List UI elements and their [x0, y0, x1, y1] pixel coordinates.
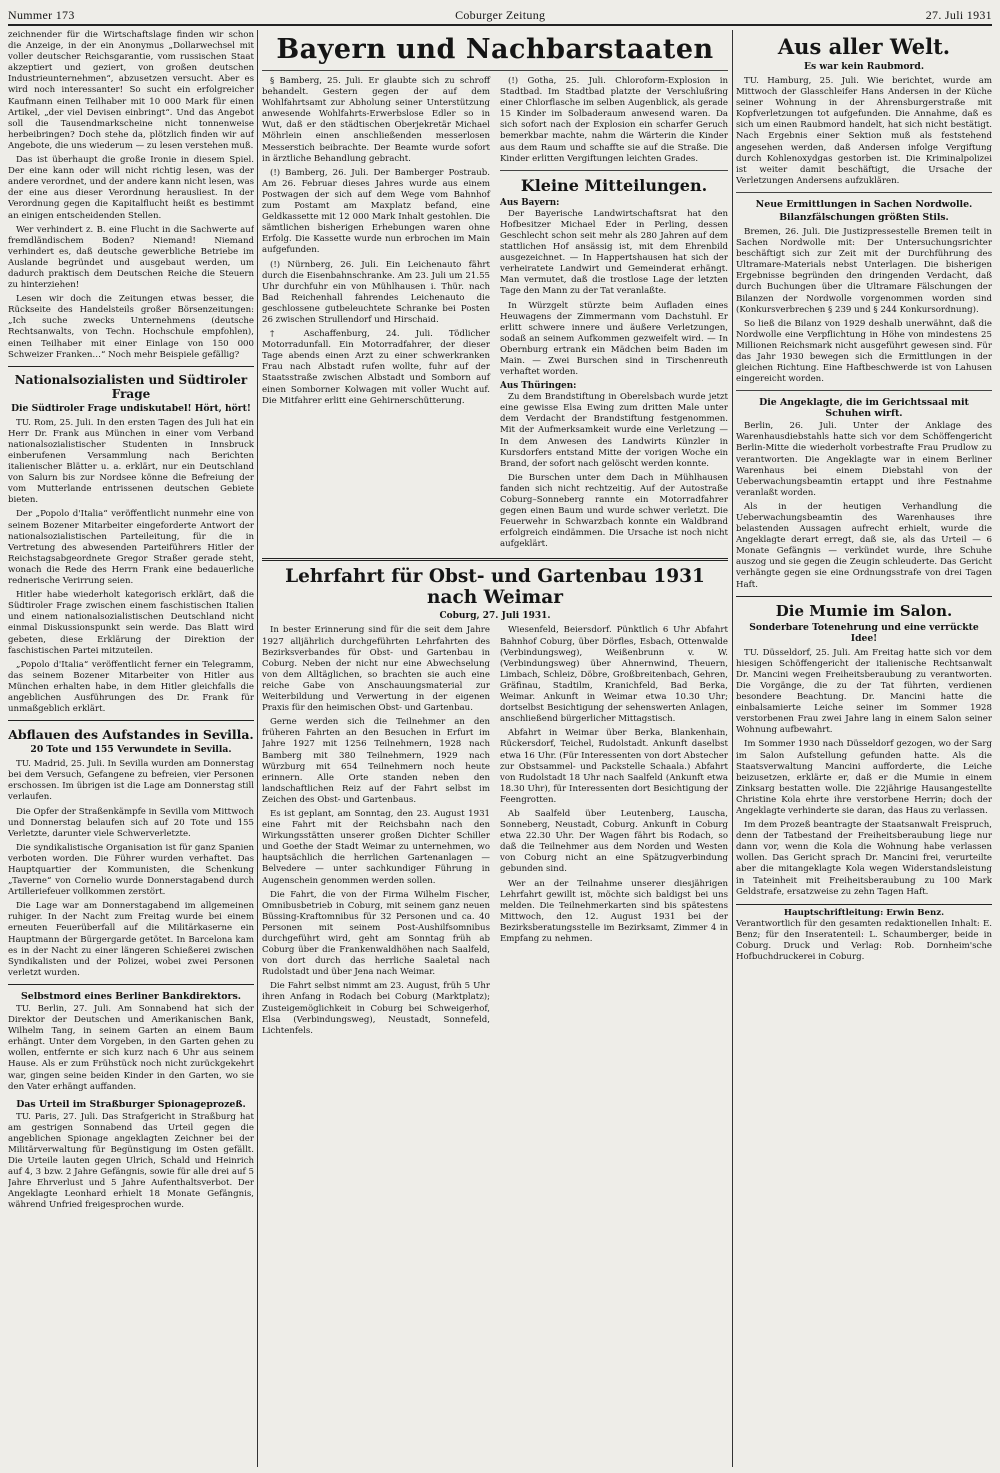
column-center: [262, 30, 728, 1467]
section-headline: Bayern und Nachbarstaaten: [276, 34, 714, 65]
issue-date: 27. Juli 1931: [925, 7, 992, 22]
article-paragraph: TU. Berlin, 27. Juli. Am Sonnabend hat sich der Direktor der Deutschen und Amerikanischen Bank, Wilhelm Tang, in seinem Garten an einem Baum erhängt. Unter dem Vorgeben, in den Garten gehen zu wollen, entfernte er sich kurz nach 6 Uhr aus seinem Hause. Als er zum Frühstück noch nicht zurückgekehrt war, gingen seine beiden Kinder in den Garten, wo sie den Vater erhängt auffanden.: [8, 1003, 254, 1092]
headline: Selbstmord eines Berliner Bankdirektors.: [20, 990, 242, 1002]
article-paragraph: † Aschaffenburg, 24. Juli. Tödlicher Motorradunfall. Ein Motorradfahrer, der dieser Tage abends einen Arzt zu einer schwerkranken Frau nach Albstadt rufen wollte, fuhr auf der Staatsstraße zwischen Albstadt und Somborn auf einen Somborner Kolwagen mit voller Wucht auf. Die Mitfahrer erlitt eine Gehirnerschütterung.: [262, 329, 490, 406]
bayern-left: [262, 76, 490, 553]
article-paragraph: zeichnender für die Wirtschaftslage finden wir schon die Anzeige, in der ein Anonymus „Dollarwechsel mit voller deutscher Reichsgarantie, vom russischen Staat akzeptiert und geziert, von großen deutschen Industrieunternehmen“, abzusetzen versucht. Aber es wird noch interessanter! So sucht ein erfolgreicher Kaufmann einen Teilhaber mit 10 000 Mark für einen Artikel, „der viel Devisen einbringt“. Und das Angebot soll die Tausendmarkscheine nicht tonnenweise herbeibringen? Doch stehe da, plötzlich finden wir auf Angebote, die uns wiederum — zu lesen verstehen muß.: [8, 30, 254, 151]
column-left: [8, 30, 254, 1467]
article-paragraph: (!) Bamberg, 26. Juli. Der Bamberger Postraub. Am 26. Februar dieses Jahres wurde aus einem Postwagen der sich auf dem Wege vom Bahnhof zum Postamt am Maxplatz befand, eine Geldkassette mit 12 000 Mark Inhalt gestohlen. Die sämtlichen bisherigen Erhebungen waren ohne Erfolg. Die Kassette wurde nun erbrochen im Main aufgefunden.: [262, 167, 490, 256]
subheadline: Sonderbare Totenehrung und eine verrückte Idee!: [749, 621, 979, 644]
article-paragraph: Der Bayerische Landwirtschaftsrat hat den Hofbesitzer Michael Eder in Perling, dessen Geschlecht schon seit mehr als 280 Jahren auf dem stattlichen Hof ansässig ist, mit dem Ehrenbild ausgezeichnet. — In Happertshausen hat sich der verheiratete Landwirt und Gemeinderat erhängt. Man vermutet, daß die trostlose Lage der letzten Tage den Mann zu der Tat veranlaßte.: [500, 208, 728, 297]
article-paragraph: Ab Saalfeld über Leutenberg, Lauscha, Sonneberg, Neustadt, Coburg. Ankunft in Coburg etwa 22.30 Uhr. Der Wagen fährt bis Rodach, so daß die Teilnehmer aus dem Norden und Westen von Coburg nicht an eine Spätzugverbindung gebunden sind.: [500, 808, 728, 875]
article-headline: Lehrfahrt für Obst- und Gartenbau 1931 nach Weimar: [285, 566, 705, 609]
article-paragraph: Im Sommer 1930 nach Düsseldorf gezogen, wo der Sarg im Salon Aufstellung gefunden hatte. Als die Staatsverwaltung Mancini aufforderte, die Leiche beizusetzen, erklärte er, daß er die Mumie in einem Zinksarg bestatten wolle. Die 22jährige Hausangestellte Christine Kola ehrte ihre verstorbene Herrin; doch der Angeklagte verhinderte sie daran, das Haus zu verlassen.: [736, 739, 992, 816]
weimar-left: [262, 625, 490, 1039]
divider: [8, 984, 254, 985]
subheadline: Bilanzfälschungen größten Stils.: [779, 211, 949, 223]
article-paragraph: TU. Paris, 27. Juli. Das Strafgericht in Straßburg hat am gestrigen Sonnabend das Urteil gegen die angeblichen Spionage angeklagten Zeichner bei der Militärverwaltung für Begünstigung im Osten gefällt. Die Urteile lauten gegen Ulrich, Schald und Heinrich auf 4, 3 bzw. 2 Jahre Gefängnis, sowie für alle drei auf 5 Jahre Ehrverlust und 5 Jahre Aufenthaltsverbot. Der Angeklagte Leonhard erhielt 18 Monate Gefängnis, während Unfried freigesprochen wurde.: [8, 1111, 254, 1211]
headline: Die Angeklagte, die im Gerichtssaal mit Schuhen wirft.: [759, 397, 969, 420]
section-headline: Aus aller Welt.: [777, 34, 951, 59]
article-paragraph: „Popolo d'Italia“ veröffentlicht ferner ein Telegramm, das seinem Bozener Mitarbeiter von Hitler aus München erhalten habe, in dem Hitler gleichfalls die angeblichen Ausführungen des Dr. Frank für unmaßgeblich erklärt.: [8, 659, 254, 715]
article-paragraph: (!) Nürnberg, 26. Juli. Ein Leichenauto fährt durch die Eisenbahnschranke. Am 23. Juli um 21.55 Uhr durchfuhr ein von Mühlhausen i. Thür. nach Bad Reichenhall fahrendes Leichenauto die geschlossene gutbeleuchtete Schranke bei Posten 26 zwischen Strullendorf und Hirschaid.: [262, 259, 490, 325]
article-paragraph: Bremen, 26. Juli. Die Justizpressestelle Bremen teilt in Sachen Nordwolle mit: Der Untersuchungsrichter beschäftigt sich zur Zeit mit der Durchführung des Ultramare-Materials nebst Unterlagen. Die bisherigen Ergebnisse begründen den dringenden Verdacht, daß durch Buchungen über die Ultramare Fälschungen der Bilanzen der Nordwolle vorgenommen worden sind (Konkursverbrechen § 239 und § 244 Konkursordnung).: [736, 226, 992, 315]
section-label: Aus Thüringen:: [500, 381, 577, 392]
article-paragraph: Wiesenfeld, Beiersdorf. Pünktlich 6 Uhr Abfahrt Bahnhof Coburg, über Dörfles, Esbach, Ottenwalde (Verbindungsweg), Weißenbrunn v. W. (Verbindungsweg) über Ahnernwind, Theuern, Limbach, Schleiz, Döbre, Großbreitenbach, Gehren, Gräfinau, Stadtilm, Kranichfeld, Bad Berka, Weimar. Ankunft in Weimar etwa 10.30 Uhr; dortselbst Besichtigung der sehenswerten Anlagen, anschließend bürgerlicher Mittagstisch.: [500, 625, 728, 725]
article-paragraph: (!) Gotha, 25. Juli. Chloroform-Explosion in Stadtbad. Im Stadtbad platzte der Verschlußring einer Chlorflasche im selben Augenblick, als gerade 15 Kinder im Solbaderaum anwesend waren. Da sich sofort nach der Explosion ein scharfer Geruch bemerkbar machte, nahm die Wärterin die Kinder aus dem Raum und schaffte sie auf die Straße. Die Kinder erlitten Vergiftungen leichten Grades.: [500, 76, 728, 164]
divider: [262, 558, 728, 561]
article-paragraph: Das ist überhaupt die große Ironie in diesem Spiel. Der eine kann oder will nicht richtig lesen, was der andere verordnet, und der andere kann nicht lesen, was der eine aus dieser Verordnung herausliest. In der Verordnung gegen die Kapitalflucht heißt es bestimmt an einigen entscheidenden Stellen.: [8, 155, 254, 221]
dateline: Coburg, 27. Juli 1931.: [439, 611, 551, 622]
section-headline: Kleine Mitteilungen.: [520, 175, 708, 195]
divider: [8, 720, 254, 721]
issue-number: Nummer 173: [8, 7, 75, 22]
divider: [8, 366, 254, 367]
article-paragraph: Zu dem Brandstiftung in Oberelsbach wurde jetzt eine gewisse Elsa Ewing zum dritten Male unter dem Verdacht der Brandstiftung festgenommen. Mit der Aufmerksamkeit wurde eine Verletzung — In dem Anwesen des Landwirts Künzler in Kursdorfers entstand Mitte der vorigen Woche ein Brand, der sofort nach gelöscht werden konnte.: [500, 392, 728, 469]
bayern-section: [262, 76, 728, 553]
divider: [736, 596, 992, 597]
article-paragraph: Wer verhindert z. B. eine Flucht in die Sachwerte auf fremdländischem Boden? Niemand! Niemand verhindert es, daß deutsche gewerbliche Betriebe im Auslande begründet und ausgebaut werden, um dadurch praktisch dem Deutschen Reiche die Steuern zu hinterziehen!: [8, 224, 254, 291]
weimar-article: [262, 625, 728, 1039]
divider: [736, 192, 992, 193]
column-divider: [257, 30, 258, 1467]
headline: Nationalsozialisten und Südtiroler Frage: [14, 372, 248, 401]
headline: Neue Ermittlungen in Sachen Nordwolle.: [755, 198, 973, 210]
article-paragraph: Berlin, 26. Juli. Unter der Anklage des Warenhausdiebstahls hatte sich vor dem Schöffengericht Berlin-Mitte die wiederholt vorbestrafte Frau Prudlow zu verantworten. Die Angeklagte war in einem Berliner Warenhaus bei einem Diebstahl von der Ueberwachungsbeamtin ertappt und ihre Festnahme veranlaßt worden.: [736, 421, 992, 498]
article-paragraph: Die Fahrt selbst nimmt am 23. August, früh 5 Uhr ihren Anfang in Rodach bei Coburg (Marktplatz); Zusteigemöglichkeit in Coburg bei Schweigerhof, Elsa (Verbindungsweg), Neustadt, Sonnefeld, Lichtenfels.: [262, 981, 490, 1036]
article-paragraph: In Würzgelt stürzte beim Aufladen eines Heuwagens der Zimmermann vom Dachstuhl. Er erlitt schwere innere und äußere Verletzungen, sodaß an seinem Aufkommen gezweifelt wird. — In Obernburg ertrank ein Mädchen beim Baden im Main. — Zwei Burschen sind in Tirschenreuth verhaftet worden.: [500, 300, 728, 378]
article-paragraph: Es ist geplant, am Sonntag, den 23. August 1931 eine Fahrt mit der Reichsbahn nach den Wirkungsstätten unserer großen Dichter Schiller und Goethe der Stadt Weimar zu unternehmen, wo hauptsächlich die herrlichen Gartenanlagen — Belvedere — unter sachkundiger Führung in Augenschein genommen werden sollen.: [262, 808, 490, 886]
article-paragraph: Die Fahrt, die von der Firma Wilhelm Fischer, Omnibusbetrieb in Coburg, mit seinem ganz neuen Büssing-Kraftomnibus für 32 Personen und ca. 40 Personen mit seinem Post-Aushilfsomnibus durchgeführt wird, geht am Sonntag früh ab Coburg über die Frankenwaldhöhen nach Saalfeld, von dort durch das herrliche Saaletal nach Rudolstadt und über Jena nach Weimar.: [262, 889, 490, 978]
article-paragraph: Abfahrt in Weimar über Berka, Blankenhain, Rückersdorf, Teichel, Rudolstadt. Ankunft daselbst etwa 16 Uhr. (Für Interessenten von dort Abstecher zur Obstsammel- und Packstelle Schaala.) Abfahrt von Rudolstadt 18 Uhr nach Saalfeld (Ankunft etwa 18.30 Uhr), für Interessenten dort Besichtigung der Feengrotten.: [500, 728, 728, 805]
article-paragraph: In bester Erinnerung sind für die seit dem Jahre 1927 alljährlich durchgeführten Lehrfahrten des Bezirksverbandes für Obst- und Gartenbau in Coburg. Neben der nicht nur eine Abwechselung von dem Alltäglichen, so brachten sie auch eine reiche Gabe von Anschauungsmaterial zur Weiterbildung und Verwertung in der eigenen Praxis für den heimischen Obst- und Gartenbau.: [262, 625, 490, 714]
article-paragraph: Lesen wir doch die Zeitungen etwas besser, die Rückseite des Handelsteils großer Börsenzeitungen: „Ich suche zwecks Unternehmens (deutsche Rechtsanwalts, von Techn. Hochschule empfohlen), einen Teilhaber mit einer Einlage von 150 000 Schweizer Franken…“ Noch mehr Beispiele gefällig?: [8, 294, 254, 360]
article-paragraph: Die Lage war am Donnerstagabend im allgemeinen ruhiger. In der Nacht zum Freitag wurde bei einem erneuten Feuerüberfall auf die Militärkaserne ein Hauptmann der Bürgergarde getötet. In Barcelona kam es in der Nacht zu einer längeren Schießerei zwischen Syndikalisten und der Polizei, wobei zwei Personen verletzt wurden.: [8, 901, 254, 978]
headline: Das Urteil im Straßburger Spionageprozeß.: [16, 1098, 246, 1110]
article-paragraph: Die Burschen unter dem Dach in Mühlhausen fanden sich nicht rechtzeitig. Auf der Autostraße Coburg–Sonneberg rannte ein Motorradfahrer gegen einen Baum und wurde schwer verletzt. Die Feuerwehr in Schwarzbach konnte ein Waldbrand erfolgreich eindämmen. Die Ursache ist noch nicht aufgeklärt.: [500, 472, 728, 550]
article-paragraph: TU. Madrid, 25. Juli. In Sevilla wurden am Donnerstag bei dem Versuch, Gefangene zu befreien, vier Personen erschossen. Im übrigen ist die Lage am Donnerstag still verlaufen.: [8, 759, 254, 803]
imprint-editor: Hauptschriftleitung: Erwin Benz.: [783, 907, 945, 918]
masthead: [8, 6, 992, 26]
subheadline: 20 Tote und 155 Verwundete in Sevilla.: [30, 744, 232, 756]
article-paragraph: TU. Rom, 25. Juli. In den ersten Tagen des Juli hat ein Herr Dr. Frank aus München in einer vom Verband nationalsozialistischer Studenten in Innsbruck einberufenen Versammlung nach Berichten italienischer Blätter u. a. erklärt, nur ein Deutschland von Salurn bis zur Nordsee könne die Befreiung der vom Mutterlande entrissenen deutschen Gebiete bieten.: [8, 417, 254, 506]
article-paragraph: Gerne werden sich die Teilnehmer an den früheren Fahrten an den Besuchen in Erfurt im Jahre 1927 mit 1256 Teilnehmern, 1928 nach Bamberg mit 380 Teilnehmern, 1929 nach Würzburg mit 654 Teilnehmern noch heute erinnern. Alle Orte standen neben den landschaftlichen Reiz auf der Fahrt selbst im Zeichen des Obst- und Gartenbaus.: [262, 717, 490, 805]
article-paragraph: § Bamberg, 25. Juli. Er glaubte sich zu schroff behandelt. Gestern gegen der auf dem Wohlfahrtsamt zur Abholung seiner Unterstützung anwesende Wohlfahrts-Erwerbslose Edler so in Wut, daß er den städtischen Oberjekretär Michael Möhrlein einen anschließenden messerlosen Messerstich beibrachte. Der Beamte wurde sofort in ärztliche Behandlung gebracht.: [262, 76, 490, 164]
column-right: [736, 30, 992, 1467]
article-paragraph: Die syndikalistische Organisation ist für ganz Spanien verboten worden. Die Führer wurden verhaftet. Das Hauptquartier der Kommunisten, die Schenkung „Taverne“ von Cornelio wurde Donnerstagabend durch Artilleriefeuer vollkommen zerstört.: [8, 842, 254, 898]
divider: [736, 390, 992, 391]
article-paragraph: Wer an der Teilnahme unserer diesjährigen Lehrfahrt gewillt ist, möchte sich baldigst bei uns melden. Die Teilnehmerkarten sind bis spätestens Mittwoch, den 12. August 1931 bei der Bezirksberatungsstelle im Bezirksamt, Zimmer 4 in Empfang zu nehmen.: [500, 878, 728, 944]
newspaper-title: Coburger Zeitung: [455, 7, 546, 22]
article-paragraph: Im dem Prozeß beantragte der Staatsanwalt Freispruch, denn der Tatbestand der Freiheitsberaubung liege nur dann vor, wenn die Kola die Wohnung habe verlassen wollen. Das Gericht sprach Dr. Mancini frei, verurteilte aber die mitangeklagte Kola wegen Widerstandsleistung in Tateinheit mit Freiheitsberaubung zu 100 Mark Geldstrafe, ersatzweise zu zehn Tagen Haft.: [736, 820, 992, 897]
headline: Die Mumie im Salon.: [775, 601, 953, 620]
article-paragraph: So ließ die Bilanz von 1929 deshalb unerwähnt, daß die Nordwolle eine Verpflichtung in Höhe von mindestens 25 Millionen Reichsmark nicht ausgeführt gewesen sind. Für das Jahr 1930 bewegen sich die Ermittlungen in der gleichen Richtung. Eine Haftbeschwerde ist von Lahusen eingereicht worden.: [736, 318, 992, 385]
subheadline: Es war kein Raubmord.: [803, 61, 925, 72]
article-paragraph: TU. Hamburg, 25. Juli. Wie berichtet, wurde am Mittwoch der Glasschleifer Hans Andersen in der Küche seiner Wohnung in der Ahrensburgerstraße mit Kopfverletzungen tot aufgefunden. Die Annahme, daß es sich um einen Raubmord handelt, hat sich nicht bestätigt. Nach Ergebnis einer Sektion muß als feststehend angesehen werden, daß Andersen infolge Vergiftung durch Kohlenoxydgas gestorben ist. Die Kriminalpolizei ist weiter damit beschäftigt, die Ursache der Verletzungen Andersens aufzuklären.: [736, 76, 992, 186]
article-paragraph: Die Opfer der Straßenkämpfe in Sevilla vom Mittwoch und Donnerstag belaufen sich auf 20 Tote und 155 Verletzte, darunter viele Schwerverletzte.: [8, 806, 254, 839]
article-paragraph: Der „Popolo d'Italia“ veröffentlicht nunmehr eine von seinem Bozener Mitarbeiter eingeforderte Antwort der nationalsozialistischen Parteileitung, für die in Vertretung des abwesenden Parteiführers Hitler der Reichstagsabgeordnete Gregor Straßer gerade steht, wonach die Rede des Herrn Frank eine bedauerliche rednerische Verirrung seien.: [8, 509, 254, 587]
article-paragraph: Als in der heutigen Verhandlung die Ueberwachungsbeamtin des Warenhauses ihre belastenden Aussagen aufrecht erhielt, wurde die Angeklagte derart erregt, daß sie, als das Urteil — 6 Monate Gefängnis — verkündet wurde, ihre Schuhe auszog und sie gegen die Zeugin schleuderte. Das Gericht verhängte gegen sie eine Ordnungsstrafe von drei Tagen Haft.: [736, 501, 992, 590]
weimar-right: [500, 625, 728, 1039]
section-label: Aus Bayern:: [500, 197, 560, 208]
divider: [500, 170, 728, 171]
article-paragraph: Hitler habe wiederholt kategorisch erklärt, daß die Südtiroler Frage zwischen einem faschistischen Italien und einem nationalsozialistischen Deutschland nicht einmal Diskussionspunkt sein werde. Das Blatt wird gebeten, diese Erklärung der Direktion der faschistischen Partei mitzuteilen.: [8, 590, 254, 656]
imprint: [736, 904, 992, 963]
bayern-right: [500, 76, 728, 553]
divider: [262, 70, 728, 71]
imprint-details: Verantwortlich für den gesamten redaktionellen Inhalt: E. Benz; für den Inseratenteil: L. Schaumberger, beide in Coburg. Druck und Verlag: Rob. Dornheim'sche Hofbuchdruckerei in Coburg.: [736, 918, 992, 962]
column-divider: [732, 30, 733, 1467]
article-paragraph: TU. Düsseldorf, 25. Juli. Am Freitag hatte sich vor dem hiesigen Schöffengericht der italienische Rechtsanwalt Dr. Mancini wegen Freiheitsberaubung zu verantworten. Die Vorgänge, die zu der Tat führten, verdienen besondere Beachtung. Dr. Mancini hatte die einbalsamierte Leiche seiner im Sommer 1928 verstorbenen Frau zwei Jahre lang in einem Salon seiner Wohnung aufbewahrt.: [736, 647, 992, 736]
headline: Abflauen des Aufstandes in Sevilla.: [8, 727, 254, 743]
subheadline: Die Südtiroler Frage undiskutabel! Hört, hört!: [11, 402, 251, 414]
